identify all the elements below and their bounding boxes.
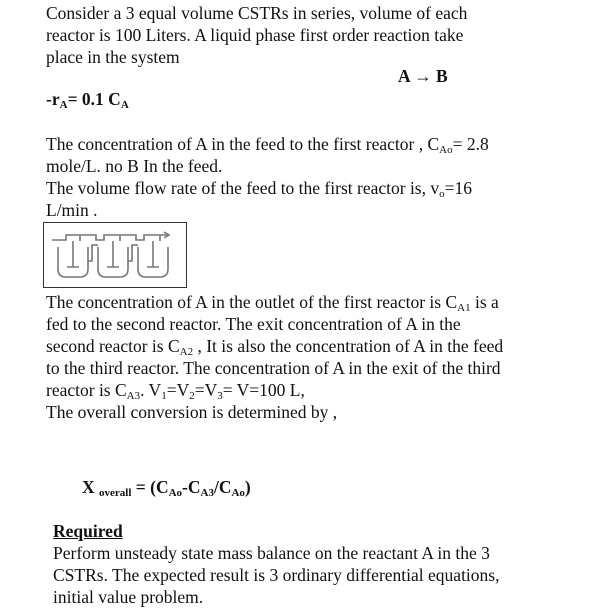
reaction-arrow: → bbox=[414, 66, 432, 86]
outlet-paragraph: The concentration of A in the outlet of the first reactor is $C_{A1}$ is a fed to the second reactor. The exit concentration of A in the second reactor is $C_{A2}$ , It is also the concentration of A in the feed to the third reactor. The concentration of A in the exit of the third reactor is $C_{A3}$. $V_1=V_2=V_3= V=100$ L, The overall conversion is determined by , bbox=[46, 292, 504, 422]
required-paragraph bbox=[53, 542, 499, 608]
required-line: CSTRs. The expected result is 3 ordinary differential equations, bbox=[53, 565, 500, 585]
intro-line: reactor is 100 Liters. A liquid phase first order reaction take bbox=[46, 25, 464, 45]
feed-line: The volume flow rate of the feed to the first reactor is, $v_o=16$ bbox=[46, 178, 472, 200]
required-line: initial value problem. bbox=[53, 587, 204, 607]
reaction-equation bbox=[398, 65, 448, 87]
conversion-equation: X $_{overall} = (C_{Ao}-C_{A3}/C_{Ao})$ bbox=[82, 477, 251, 499]
product: B bbox=[435, 66, 448, 86]
feed-paragraph bbox=[46, 133, 489, 221]
cstr-series-icon bbox=[44, 223, 186, 287]
intro-line: place in the system bbox=[46, 47, 180, 67]
reactant: A bbox=[398, 66, 410, 86]
feed-line: mole/L. no B In the feed. bbox=[46, 156, 223, 176]
rate-law: $-r_A= 0.1$ $C_A$ bbox=[46, 89, 129, 111]
reactor-diagram bbox=[43, 222, 187, 288]
feed-line: The concentration of A in the feed to the first reactor , $C_{Ao}= 2.8$ bbox=[46, 134, 489, 156]
required-line: Perform unsteady state mass balance on the reactant A in the 3 bbox=[53, 543, 490, 563]
required-heading: Required bbox=[53, 521, 123, 541]
intro-line: Consider a 3 equal volume CSTRs in series, volume of each bbox=[46, 3, 468, 23]
feed-line: L/min . bbox=[46, 200, 98, 220]
intro-paragraph bbox=[46, 2, 467, 68]
